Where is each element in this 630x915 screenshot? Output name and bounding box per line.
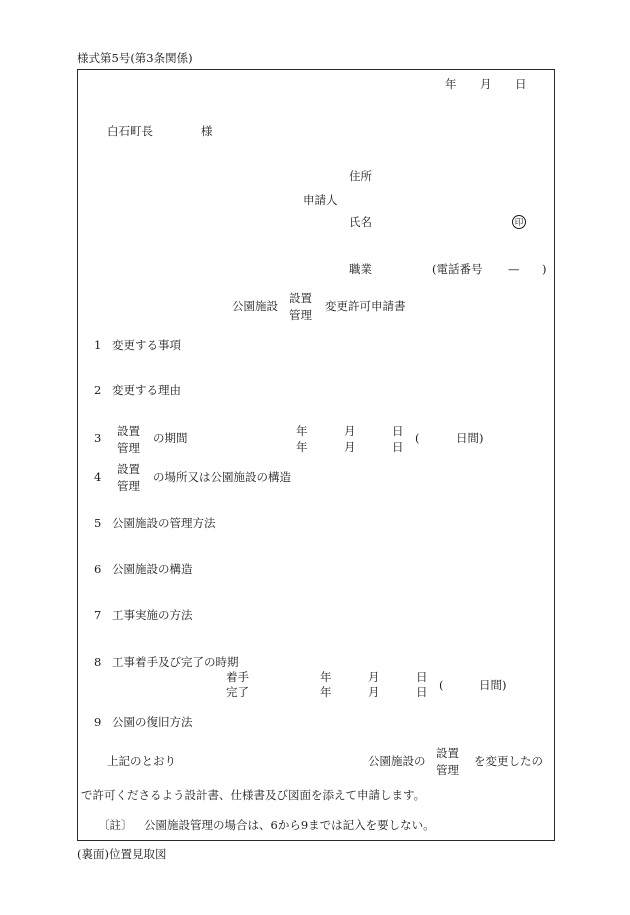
- item-8-label: 工事着手及び完了の時期: [112, 655, 239, 669]
- item-2-label: 変更する理由: [112, 383, 181, 397]
- title-option-stack: [289, 293, 312, 321]
- item-8-end-day: 日: [416, 685, 428, 699]
- item-8-start-year: 年: [320, 670, 332, 684]
- item-1-label: 変更する事項: [112, 338, 181, 352]
- phone-close-paren: ): [542, 262, 547, 276]
- item-8-end-label: 完了: [226, 685, 249, 699]
- addressee-name: 白石町長: [107, 124, 153, 138]
- date-month: 月: [480, 77, 492, 91]
- item-3-to-day: 日: [392, 440, 404, 454]
- title-suffix: 変更許可申請書: [325, 299, 406, 313]
- closing-tail: を変更したの: [474, 754, 543, 768]
- item-9-label: 公園の復旧方法: [112, 715, 193, 729]
- item-8-end-year: 年: [320, 685, 332, 699]
- item-3-open-paren: (: [415, 431, 420, 445]
- applicant-label: 申請人: [303, 193, 338, 207]
- applicant-occupation-label: 職業: [349, 262, 372, 276]
- title-prefix: 公園施設: [232, 299, 278, 313]
- item-3-from-year: 年: [296, 424, 308, 438]
- item-4-label: の場所又は公園施設の構造: [153, 470, 291, 484]
- item-4-option-kanri: 管理: [117, 478, 140, 493]
- note-label: 〔註〕: [98, 818, 133, 832]
- closing-option-kanri: 管理: [436, 762, 459, 777]
- item-8-days: 日間): [479, 678, 507, 692]
- item-3-number: 3: [94, 431, 102, 445]
- date-year: 年: [445, 77, 457, 91]
- item-6-label: 公園施設の構造: [112, 562, 193, 576]
- item-8-number: 8: [94, 655, 102, 669]
- item-3-from-month: 月: [344, 424, 356, 438]
- item-9-number: 9: [94, 715, 102, 729]
- note-text: 公園施設管理の場合は、6から9までは記入を要しない。: [144, 818, 435, 832]
- addressee-honorific: 様: [201, 124, 213, 138]
- item-4-number: 4: [94, 470, 102, 484]
- item-3-option-setchi: 設置: [117, 424, 140, 438]
- closing-facility: 公園施設の: [368, 754, 426, 768]
- item-4-option-setchi: 設置: [117, 462, 140, 476]
- item-8-start-label: 着手: [226, 670, 249, 684]
- title-option-setchi: 設置: [289, 291, 312, 305]
- closing-option-setchi: 設置: [436, 746, 459, 760]
- seal-mark-icon: 印: [512, 215, 526, 229]
- item-3-option-stack: [117, 426, 140, 454]
- applicant-name-label: 氏名: [349, 215, 372, 229]
- closing-option-stack: [436, 748, 459, 776]
- applicant-address-label: 住所: [349, 169, 372, 183]
- back-page-note: (裏面)位置見取図: [77, 847, 167, 861]
- item-5-label: 公園施設の管理方法: [112, 516, 216, 530]
- title-option-kanri: 管理: [289, 307, 312, 322]
- phone-dash: —: [508, 262, 520, 276]
- item-8-end-month: 月: [368, 685, 380, 699]
- item-1-number: 1: [94, 338, 102, 352]
- item-7-number: 7: [94, 608, 102, 622]
- item-2-number: 2: [94, 383, 102, 397]
- item-5-number: 5: [94, 516, 102, 530]
- item-3-to-year: 年: [296, 440, 308, 454]
- item-3-label: の期間: [153, 431, 188, 445]
- item-8-open-paren: (: [439, 678, 444, 692]
- item-8-start-day: 日: [416, 670, 428, 684]
- item-6-number: 6: [94, 562, 102, 576]
- item-8-start-month: 月: [368, 670, 380, 684]
- phone-label: (電話番号: [432, 262, 483, 276]
- item-3-option-kanri: 管理: [117, 440, 140, 455]
- item-4-option-stack: [117, 464, 140, 492]
- item-7-label: 工事実施の方法: [112, 608, 193, 622]
- date-day: 日: [515, 77, 527, 91]
- item-3-from-day: 日: [392, 424, 404, 438]
- item-3-days: 日間): [456, 431, 484, 445]
- closing-line2: で許可くださるよう設計書、仕様書及び図面を添えて申請します。: [81, 788, 426, 802]
- form-number: 様式第5号(第3条関係): [77, 51, 193, 65]
- item-3-to-month: 月: [344, 440, 356, 454]
- closing-line1: 上記のとおり: [107, 754, 176, 768]
